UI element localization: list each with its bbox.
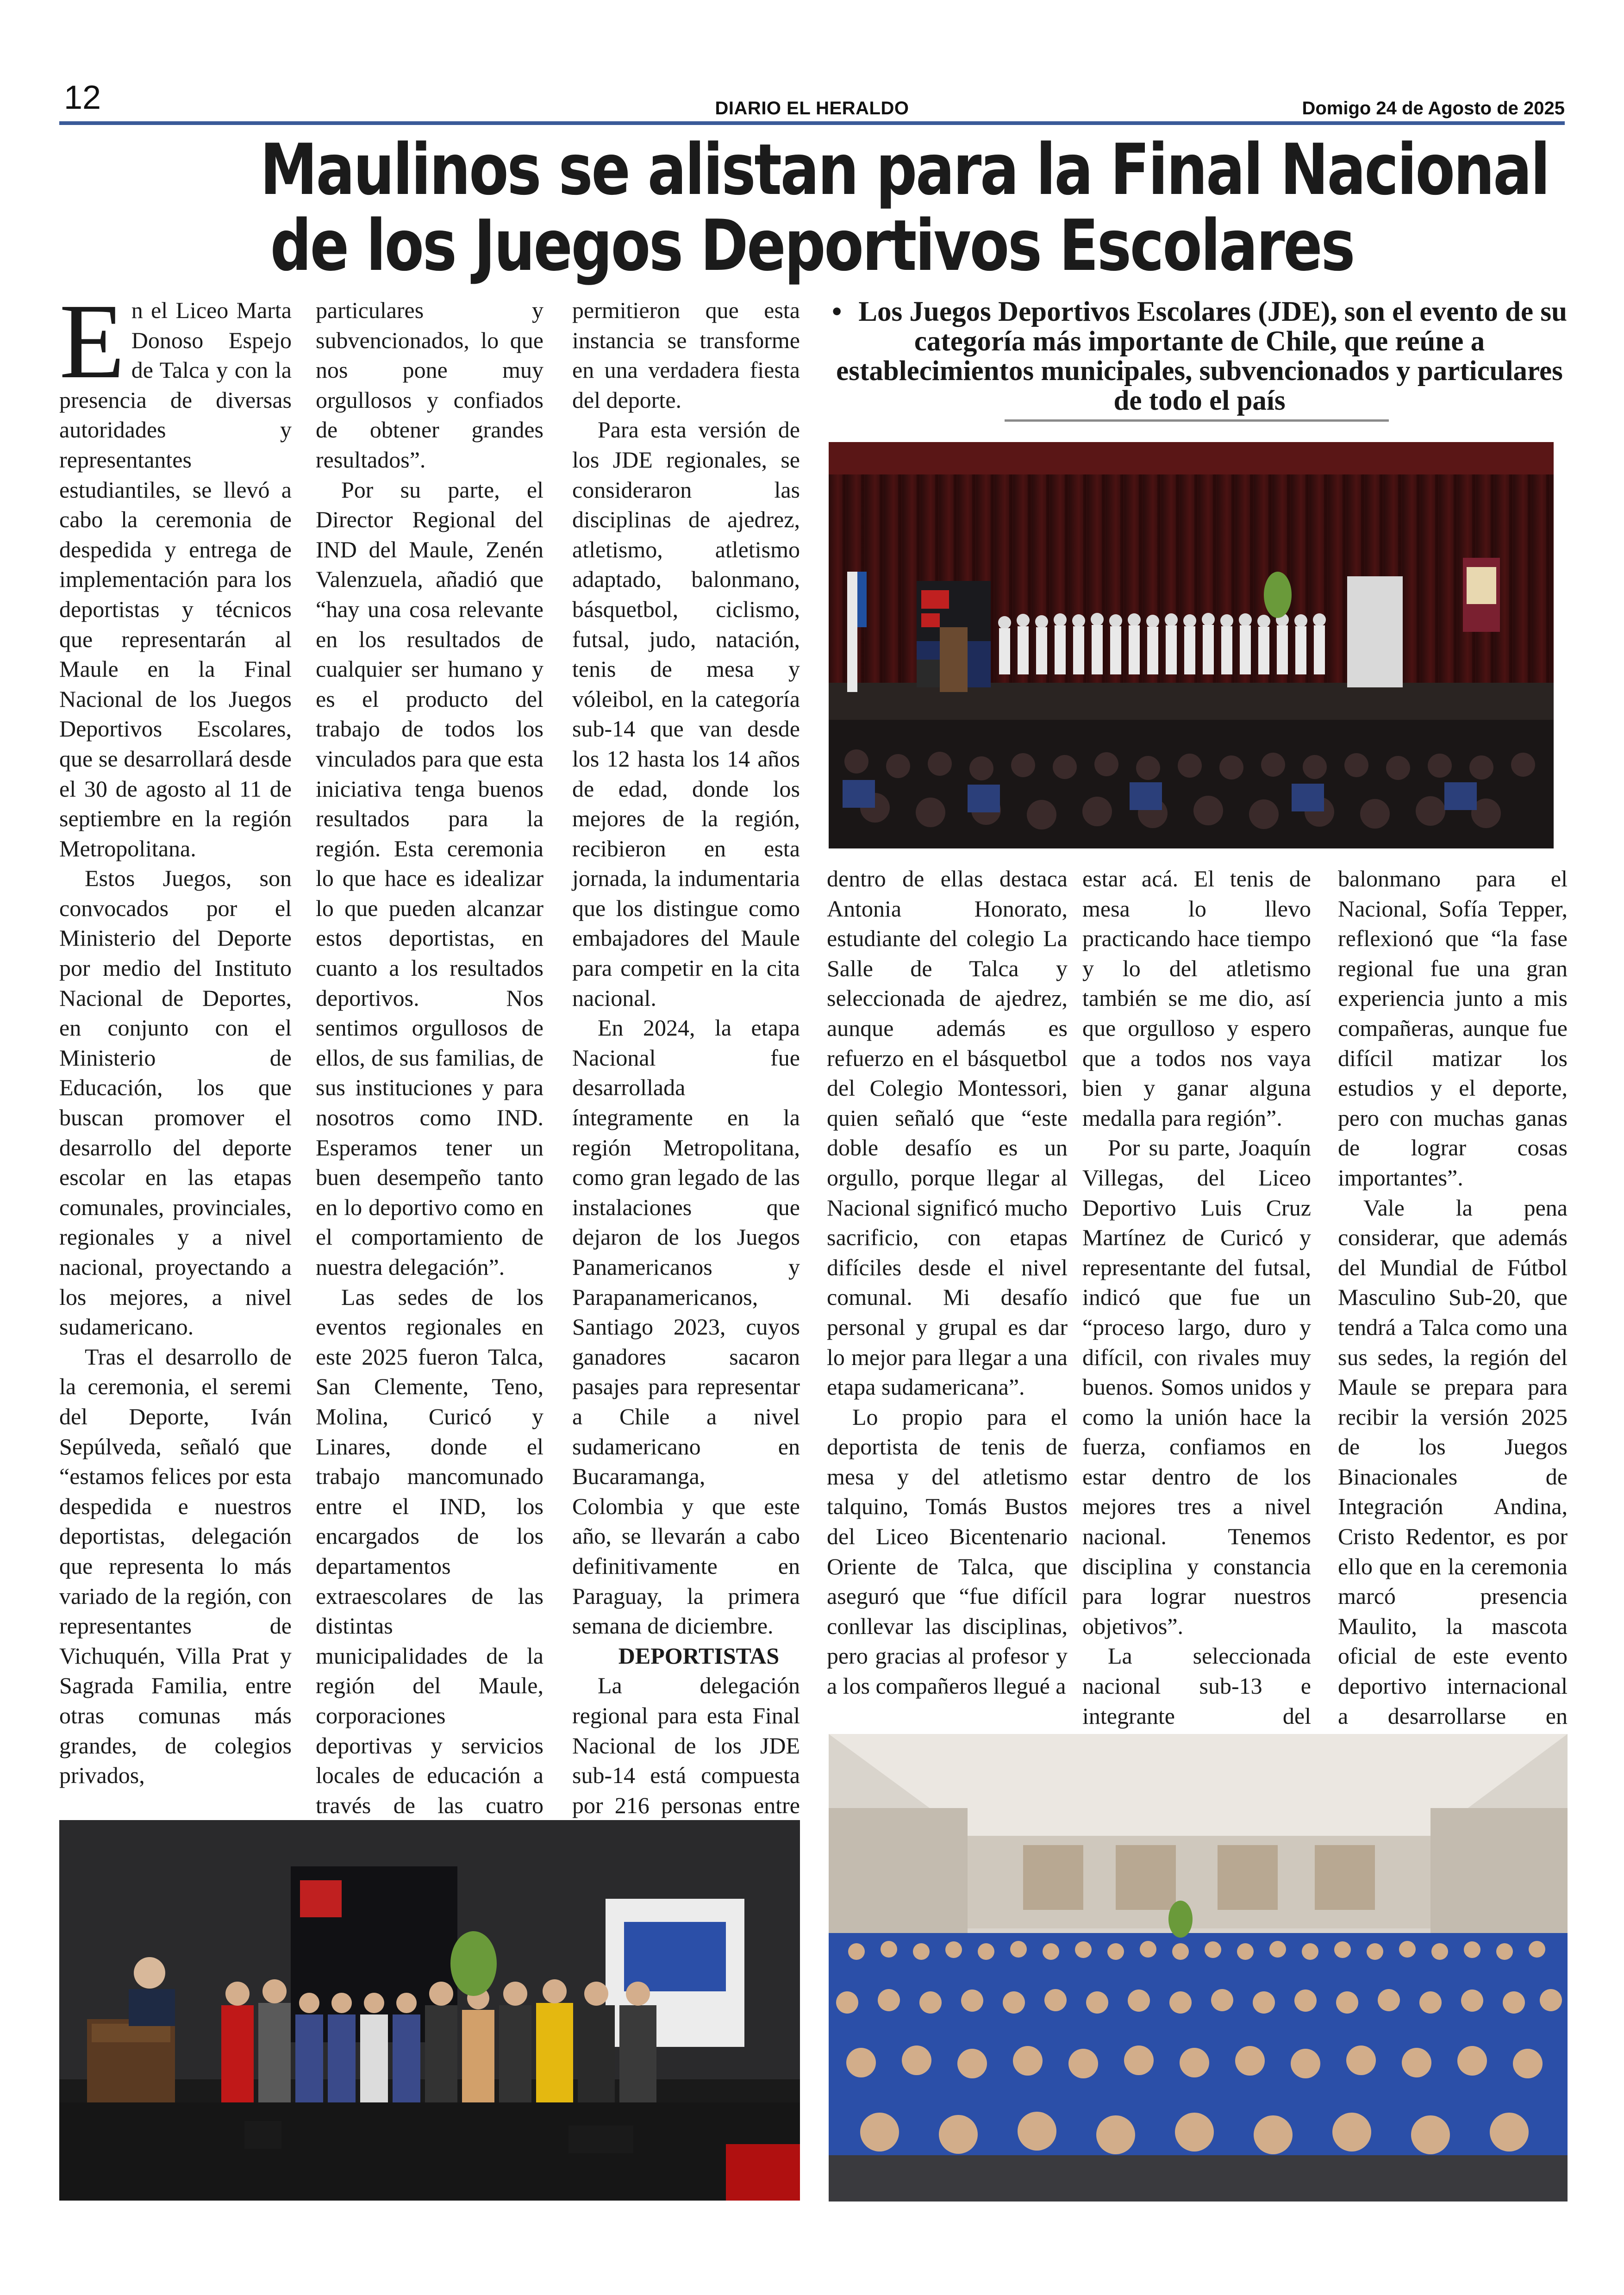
drop-cap: E xyxy=(59,282,125,401)
pull-quote xyxy=(831,297,1568,416)
headline-line-1: Maulinos se alistan para la Final Nacional xyxy=(260,129,1549,211)
article-paragraph: estar acá. El tenis de mesa lo llevo practicando hace tiempo y lo del atletismo también se me dio, así que orgulloso y espero que a todos nos vaya bien y ganar alguna medalla para región”. xyxy=(1082,866,1311,1131)
article-column-4 xyxy=(827,864,1068,1701)
article-paragraph: particulares y subvencionados, lo que nos pone muy orgullosos y confiados de obtener grandes resultados”. xyxy=(316,297,543,473)
article-paragraph: Por su parte, el Director Regional del IND del Maule, Zenén Valenzuela, añadió que “hay una cosa relevante en los resultados de cualquier ser humano y es el producto del trabajo de todos los vinculados para que esta iniciativa tenga buenos resultados para la región. Esta ceremonia lo que hace es idealizar lo que pueden alcanzar estos deportistas, en cuanto a los resultados deportivos. Nos sentimos orgullosos de ellos, de sus familias, de sus instituciones y para nosotros como IND. Esperamos tener un buen desempeño tanto en lo deportivo como en el comportamiento de nuestra delegación”. xyxy=(316,476,543,1280)
masthead: DIARIO EL HERALDO xyxy=(715,98,909,118)
article-paragraph: La delegación regional para esta Final Nacional de los JDE sub-14 está compuesta por 216 personas entre xyxy=(572,1672,800,1818)
article-paragraph: La seleccionada nacional sub-13 e integrante del xyxy=(1082,1643,1311,1729)
article-paragraph: balonmano para el Nacional, Sofía Tepper, reflexionó que “la fase regional fue una gran experiencia junto a mis compañeras, aunque fue difícil matizar los estudios y el deporte, pero con muchas ganas de lograr cosas importantes”. xyxy=(1338,866,1568,1191)
article-paragraph: En 2024, la etapa Nacional fue desarrollada íntegramente en la región Metropolitana, como gran legado de las instalaciones que dejaron de los Juegos Panamericanos y Parapanamericanos, Santiago 2023, cuyos ganadores sacaron pasajes para representar a Chile a nivel sudamericano en Bucaramanga, Colombia y que este año, se llevarán a cabo definitivamente en Paraguay, la primera semana de diciembre. xyxy=(572,1015,800,1639)
article-column-6 xyxy=(1338,864,1568,1761)
article-paragraph xyxy=(59,282,292,863)
article-paragraph: Vale la pena considerar, que además del Mundial de Fútbol Masculino Sub-20, que tendrá a Talca como una sus sedes, la región del Maule se prepara para recibir la versión 2025 de los Juegos Binacionales de Integración Andina, Cristo Redentor, es por ello que en la ceremonia marcó presencia Maulito, la mascota oficial de este evento deportivo internacional a desarrollarse en xyxy=(1338,1194,1568,1729)
article-column-1 xyxy=(59,282,292,1790)
article-paragraph: permitieron que esta instancia se transforme en una verdadera fiesta del deporte. xyxy=(572,297,800,413)
headline-line-2: de los Juegos Deportivos Escolares xyxy=(270,205,1354,287)
article-column-2 xyxy=(316,295,543,1910)
page-number: 12 xyxy=(64,79,101,116)
article-column-5 xyxy=(1082,864,1311,1790)
article-column-3 xyxy=(572,295,800,1880)
pull-quote-underline xyxy=(1005,419,1389,422)
article-paragraph: Estos Juegos, son convocados por el Ministerio del Deporte por medio del Instituto Nacional de Deportes, en conjunto con el Ministerio de Educación, los que buscan promover el desarrollo del deporte escolar en las etapas comunales, provinciales, regionales y a nivel nacional, proyectando a los mejores, a nivel sudamericano. xyxy=(59,865,292,1340)
issue-date: Domigo 24 de Agosto de 2025 xyxy=(1302,98,1565,118)
bullet-icon: • xyxy=(832,296,842,327)
article-paragraph: Tras el desarrollo de la ceremonia, el seremi del Deporte, Iván Sepúlveda, señaló que “estamos felices por esta despedida e nuestros deportistas, delegación que representa lo más variado de la región, con representantes de Vichuquén, Villa Prat y Sagrada Familia, entre otras comunas más grandes, de colegios privados, xyxy=(59,1343,292,1789)
article-paragraph: dentro de ellas destaca Antonia Honorato, estudiante del colegio La Salle de Talca y seleccionada de ajedrez, aunque además es refuerzo en el básquetbol del Colegio Montessori, quien señaló que “este doble desafío es un orgullo, porque llegar al Nacional significó mucho sacrificio, con etapas difíciles desde el nivel comunal. Mi desafío personal y grupal es dar lo mejor para llegar a una etapa sudamericana”. xyxy=(827,866,1068,1400)
photo-podium-group xyxy=(59,1820,800,2201)
paragraph-text: n el Liceo Marta Donoso Espejo de Talca y con la presencia de diversas autoridades y representantes estudiantiles, se llevó a cabo la ceremonia de despedida y entrega de implementación para los deportistas y técnicos que representarán al Maule en la Final Nacional de los Juegos Deportivos Escolares, que se desarrollará desde el 30 de agosto al 11 de septiembre en la región Metropolitana. xyxy=(59,297,292,861)
pull-quote-text: Los Juegos Deportivos Escolares (JDE), son el evento de su categoría más importante de Chile, que reúne a establecimientos municipales, subvencionados y particulares de todo el país xyxy=(836,296,1567,416)
photo-ceremony-stage xyxy=(829,442,1554,848)
article-paragraph: Las sedes de los eventos regionales en este 2025 fueron Talca, San Clemente, Teno, Molina, Curicó y Linares, donde el trabajo mancomunado entre el IND, los encargados de los departamentos extraescolares de las distintas municipalidades de la región del Maule, corporaciones deportivas y servicios locales de educación a través de las cuatro xyxy=(316,1284,543,1818)
article-paragraph: Lo propio para el deportista de tenis de mesa y del atletismo talquino, Tomás Bustos del Liceo Bicentenario Oriente de Talca, que aseguró que “fue difícil conllevar las disciplinas, pero gracias al profesor y a los compañeros llegué a xyxy=(827,1403,1068,1699)
article-paragraph: Para esta versión de los JDE regionales, se consideraron las disciplinas de ajedrez, atletismo, atletismo adaptado, balonmano, básquetbol, ciclismo, futsal, judo, natación, tenis de mesa y vóleibol, en la categoría sub-14 que van desde los 12 hasta los 14 años de edad, donde los mejores de la región, recibieron en esta jornada, la indumentaria que los distingue como embajadores del Maule para competir en la cita nacional. xyxy=(572,417,800,1011)
section-heading: DEPORTISTAS xyxy=(618,1642,780,1669)
photo-delegation-hall xyxy=(829,1734,1568,2201)
article-paragraph: Por su parte, Joaquín Villegas, del Liceo Deportivo Luis Cruz Martínez de Curicó y representante del futsal, indicó que fue un “proceso largo, duro y difícil, con rivales muy buenos. Somos unidos y como la unión hace la fuerza, confiamos en estar dentro de los mejores tres a nivel nacional. Tenemos disciplina y constancia para lograr nuestros objetivos”. xyxy=(1082,1135,1311,1639)
headline xyxy=(260,129,1549,287)
header-rule xyxy=(59,121,1565,125)
